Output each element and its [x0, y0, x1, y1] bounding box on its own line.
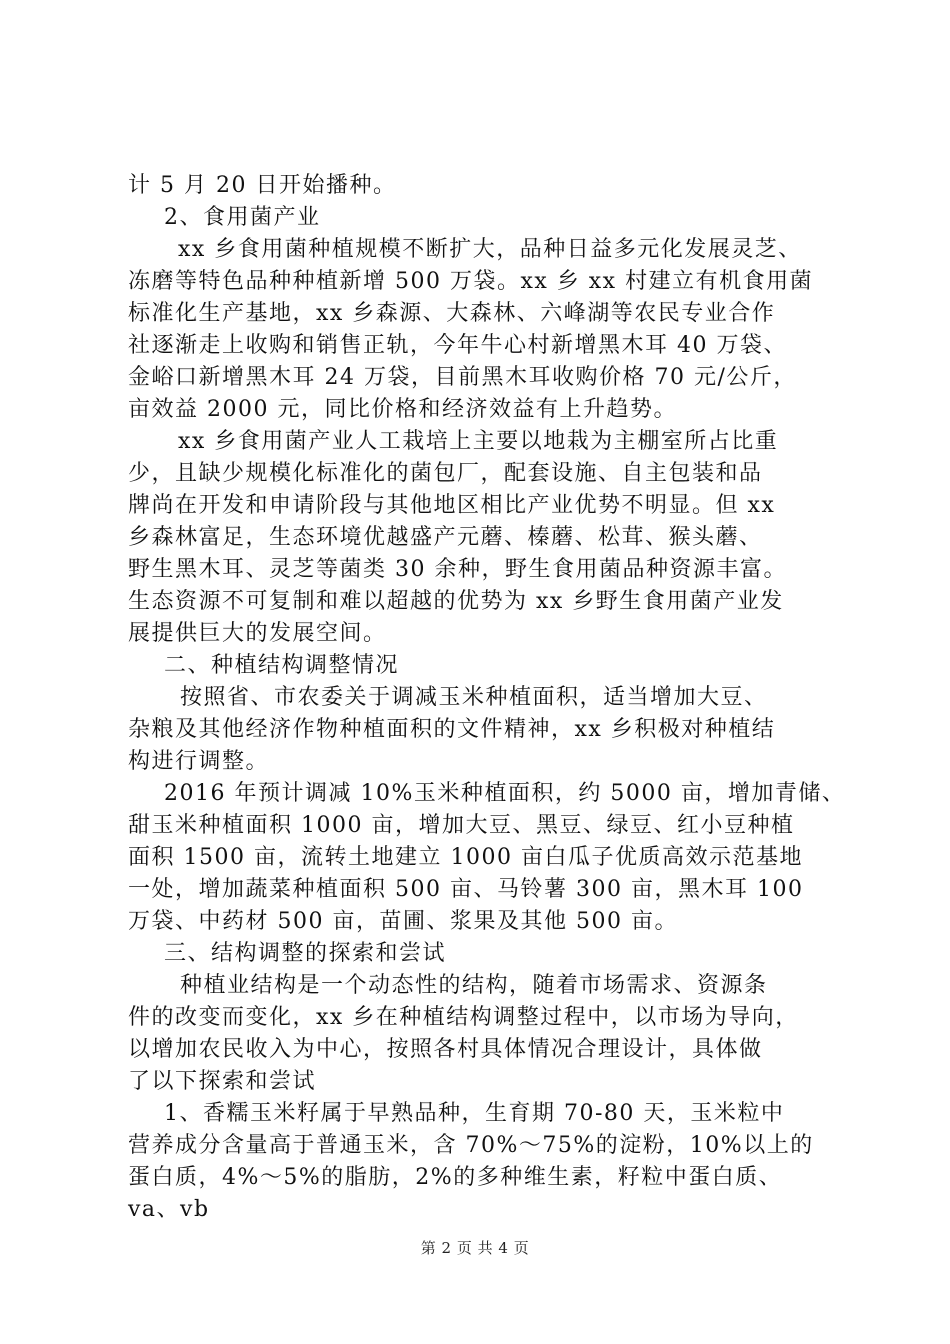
text-line: 少，且缺少规模化标准化的菌包厂，配套设施、自主包装和品 [128, 461, 763, 486]
paragraph-start-line: 种植业结构是一个动态性的结构，随着市场需求、资源条 [180, 973, 768, 998]
paragraph-start-line: 2016 年预计调减 10%玉米种植面积，约 5000 亩，增加青储、 [164, 781, 846, 806]
text-line: 件的改变而变化，xx 乡在种植结构调整过程中，以市场为导向， [128, 1005, 799, 1030]
text-line: 乡森林富足，生态环境优越盛产元蘑、榛蘑、松茸、猴头蘑、 [128, 525, 763, 550]
text-line: 营养成分含量高于普通玉米，含 70%～75%的淀粉，10%以上的 [128, 1133, 814, 1158]
text-line: 标准化生产基地，xx 乡森源、大森林、六峰湖等农民专业合作 [128, 301, 776, 326]
text-line: 牌尚在开发和申请阶段与其他地区相比产业优势不明显。但 xx [128, 493, 776, 518]
paragraph-start-line: 按照省、市农委关于调减玉米种植面积，适当增加大豆、 [180, 685, 768, 710]
text-line: 甜玉米种植面积 1000 亩，增加大豆、黑豆、绿豆、红小豆种植 [128, 813, 795, 838]
text-line: 计 5 月 20 日开始播种。 [128, 173, 397, 198]
text-line: 社逐渐走上收购和销售正轨，今年牛心村新增黑木耳 40 万袋、 [128, 333, 787, 358]
text-line: 生态资源不可复制和难以超越的优势为 xx 乡野生食用菌产业发 [128, 589, 784, 614]
section-heading: 三、结构调整的探索和尝试 [164, 941, 447, 966]
document-body [128, 170, 846, 1226]
text-line: 蛋白质，4%～5%的脂肪，2%的多种维生素，籽粒中蛋白质、 [128, 1165, 783, 1190]
paragraph-start-line: xx 乡食用菌产业人工栽培上主要以地栽为主棚室所占比重 [178, 429, 779, 454]
section-heading: 二、种植结构调整情况 [164, 653, 400, 678]
text-line: 野生黑木耳、灵芝等菌类 30 余种，野生食用菌品种资源丰富。 [128, 557, 787, 582]
text-line: 亩效益 2000 元，同比价格和经济效益有上升趋势。 [128, 397, 677, 422]
text-line: 一处，增加蔬菜种植面积 500 亩、马铃薯 300 亩，黑木耳 100 [128, 877, 804, 902]
paragraph-start-line: xx 乡食用菌种植规模不断扩大，品种日益多元化发展灵芝、 [178, 237, 802, 262]
text-line: 冻磨等特色品种种植新增 500 万袋。xx 乡 xx 村建立有机食用菌 [128, 269, 814, 294]
text-line: 构进行调整。 [128, 749, 270, 774]
text-line: 展提供巨大的发展空间。 [128, 621, 387, 646]
page-number-footer: 第 2 页 共 4 页 [420, 1239, 530, 1257]
section-heading: 2、食用菌产业 [164, 205, 321, 230]
text-line: 了以下探索和尝试 [128, 1069, 317, 1094]
paragraph-start-line: 1、香糯玉米籽属于早熟品种，生育期 70-80 天，玉米粒中 [164, 1101, 785, 1126]
text-line: 以增加农民收入为中心，按照各村具体情况合理设计，具体做 [128, 1037, 763, 1062]
text-line: 杂粮及其他经济作物种植面积的文件精神，xx 乡积极对种植结 [128, 717, 776, 742]
text-line: va、vb [128, 1197, 210, 1222]
text-line: 金峪口新增黑木耳 24 万袋，目前黑木耳收购价格 70 元/公斤， [128, 365, 797, 390]
text-line: 面积 1500 亩，流转土地建立 1000 亩白瓜子优质高效示范基地 [128, 845, 803, 870]
text-line: 万袋、中药材 500 亩，苗圃、浆果及其他 500 亩。 [128, 909, 678, 934]
